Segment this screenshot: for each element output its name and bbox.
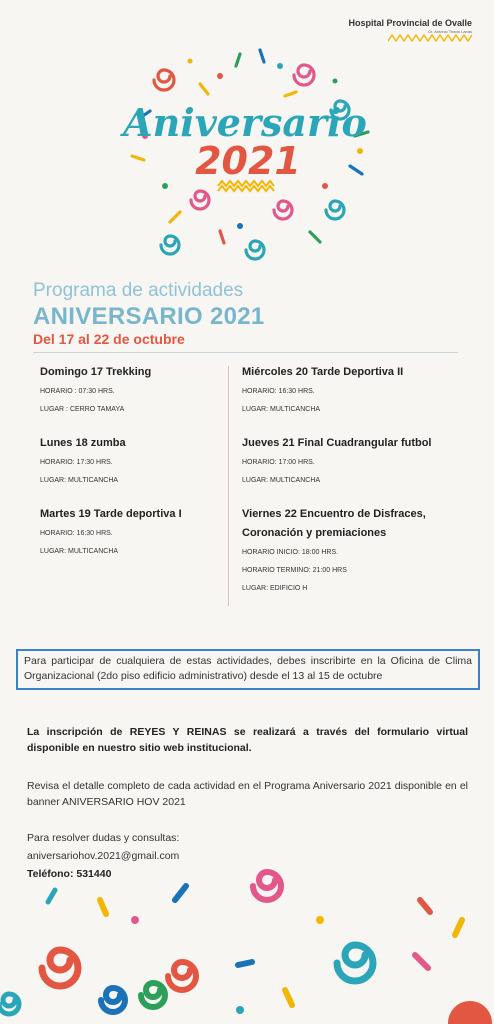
confetti-dash [48, 890, 55, 902]
hospital-subtitle: Dr. Antonio Tirado Lanas [428, 29, 472, 34]
contact-phone: Teléfono: 531440 [27, 868, 112, 880]
activity-title: Jueves 21 Final Cuadrangular futbol [242, 437, 432, 449]
confetti-dash [236, 54, 240, 66]
activity-place: LUGAR: MULTICANCHA [40, 548, 119, 555]
activity-title: Lunes 18 zumba [40, 437, 126, 449]
confetti-dash [132, 156, 144, 160]
confetti-dash [100, 900, 106, 914]
activity-time: HORARIO: 16:30 HRS. [242, 388, 315, 395]
contact-intro: Para resolver dudas y consultas: [27, 832, 180, 844]
confetti-spiral [141, 983, 165, 1007]
activity-end: HORARIO TERMINO: 21:00 HRS [242, 567, 347, 574]
activity-time: HORARIO: 16:30 HRS. [40, 530, 113, 537]
activity-title: Martes 19 Tarde deportiva I [40, 508, 182, 520]
confetti-dash [350, 166, 362, 174]
confetti-spiral [337, 945, 373, 981]
activity-title: Miércoles 20 Tarde Deportiva II [242, 366, 404, 378]
program-dates: Del 17 al 22 de octubre [33, 331, 185, 347]
confetti-dash [200, 84, 208, 94]
program-subtitle: Programa de actividades [33, 280, 244, 301]
confetti-spiral [191, 191, 209, 209]
confetti-spiral [101, 988, 125, 1012]
confetti-spiral [294, 65, 314, 85]
activity-martes [40, 506, 182, 556]
confetti-dash [238, 962, 252, 965]
confetti-dash [175, 886, 186, 900]
confetti-dash [260, 50, 264, 62]
activity-place: LUGAR: MULTICANCHA [242, 477, 321, 484]
activity-place: LUGAR : CERRO TAMAYA [40, 406, 125, 413]
contact-email[interactable]: aniversariohov.2021@gmail.com [27, 850, 180, 862]
activity-miercoles [242, 364, 403, 414]
anniversary-logo [110, 36, 380, 261]
confetti-spiral [161, 236, 179, 254]
activity-start: HORARIO INICIO: 18:00 HRS. [242, 549, 339, 556]
activity-time: HORARIO: 17:30 HRS. [40, 459, 113, 466]
confetti-spiral [274, 201, 292, 219]
activity-time: HORARIO: 17:00 HRS. [242, 459, 315, 466]
activity-lunes [40, 435, 126, 485]
confetti-dash [285, 92, 296, 96]
confetti-dash [170, 212, 180, 222]
confetti-spiral [0, 994, 19, 1014]
zigzag-ornament [388, 34, 472, 42]
activity-domingo [40, 364, 151, 414]
confetti-dash [455, 920, 462, 935]
hospital-name: Hospital Provincial de Ovalle [348, 18, 472, 28]
divider [33, 352, 458, 353]
program-title: ANIVERSARIO 2021 [33, 303, 265, 330]
activity-title-2: Coronación y premiaciones [242, 527, 387, 539]
confetti-spiral [154, 70, 174, 90]
activity-place: LUGAR: MULTICANCHA [40, 477, 119, 484]
confetti-spiral [246, 241, 264, 259]
detail-text: Revisa el detalle completo de cada actividad en el Programa Aniversario 2021 disponible en el banner ANIVERSARIO HOV 2021 [27, 780, 468, 808]
confetti-spiral [253, 872, 281, 900]
activity-title: Domingo 17 Trekking [40, 366, 152, 378]
activity-title: Viernes 22 Encuentro de Disfraces, [242, 508, 426, 520]
activity-place: LUGAR: MULTICANCHA [242, 406, 321, 413]
bottom-confetti [0, 860, 494, 1024]
activity-place: LUGAR: EDIFICIO H [242, 585, 308, 592]
reyes-reinas-text: La inscripción de REYES Y REINAS se realizará a través del formulario virtual disponible en nuestro sitio web institucional. [27, 726, 468, 754]
registration-notice: Para participar de cualquiera de estas actividades, debes inscribirte en la Oficina de Clima Organizacional (2do piso edificio administrativo) desde el 13 al 15 de octubre [16, 649, 480, 690]
confetti-dash [310, 232, 320, 242]
column-divider [228, 366, 229, 606]
logo-year: 2021 [195, 139, 301, 183]
confetti-dash [220, 231, 224, 243]
confetti-spiral [42, 950, 78, 986]
confetti-spiral [326, 201, 344, 219]
confetti-dash [285, 990, 292, 1005]
activity-viernes [242, 506, 426, 593]
confetti-dash [415, 955, 428, 968]
confetti-spiral [168, 962, 196, 990]
activity-jueves [242, 435, 432, 485]
logo-script-text: Aniversario [123, 100, 367, 145]
confetti-dash [420, 900, 430, 912]
activity-time: HORARIO : 07:30 HRS. [40, 388, 115, 395]
